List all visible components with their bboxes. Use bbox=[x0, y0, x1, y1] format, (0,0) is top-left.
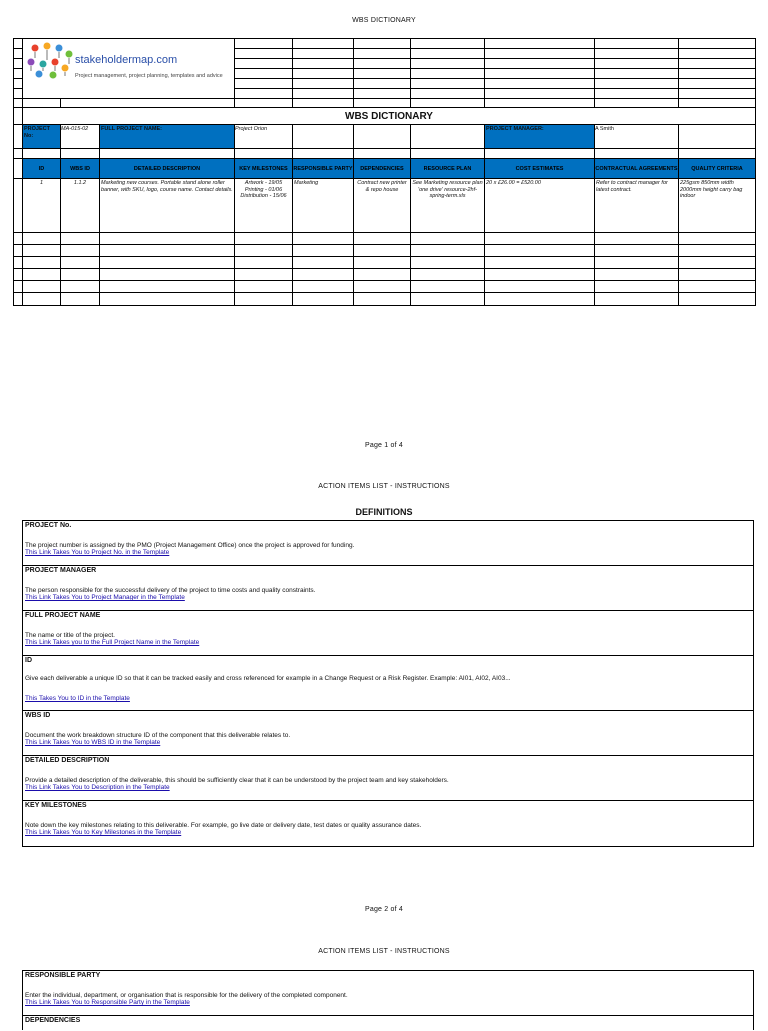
page2-footer: Page 2 of 4 bbox=[364, 906, 403, 913]
template-link-full-project-name[interactable]: This Link Takes you to the Full Project Name in the Template bbox=[25, 639, 200, 646]
row-party: Marketing bbox=[294, 180, 319, 186]
definition-heading: PROJECT MANAGER bbox=[25, 567, 97, 574]
definition-text: The project number is assigned by the PMO (Project Management Office) once the project is approved for funding. bbox=[25, 542, 355, 549]
col-header-wbs-id: WBS ID bbox=[70, 165, 90, 172]
definition-heading: RESPONSIBLE PARTY bbox=[25, 972, 101, 979]
row-cost: 20 x £26.00 = £520.00 bbox=[486, 180, 541, 186]
definition-text: Enter the individual, department, or organisation that is responsible for the delivery of the completed component. bbox=[25, 992, 348, 999]
row-contract: Refer to contract manager for latest contract. bbox=[596, 180, 668, 193]
row-description: Marketing new courses. Portable stand alone roller banner, with SKU, logo, course name. Contact details. bbox=[101, 180, 233, 193]
definition-text: Give each deliverable a unique ID so that it can be tracked easily and cross referenced for example in a Change Request or a Risk Register. Example: AI01, AI02, AI03... bbox=[25, 675, 511, 682]
row-dependencies: Contract new printer & repo house bbox=[357, 180, 407, 193]
col-header-description: DETAILED DESCRIPTION bbox=[133, 165, 201, 172]
definition-responsible-party bbox=[23, 971, 753, 1016]
col-header-milestones: KEY MILESTONES bbox=[239, 165, 288, 172]
template-link-description[interactable]: This Link Takes You to Description in the Template bbox=[25, 784, 170, 791]
definitions-table-continued bbox=[22, 970, 754, 1030]
col-header-dependencies: DEPENDENCIES bbox=[360, 165, 404, 172]
definition-id bbox=[23, 656, 753, 711]
col-header-id: ID bbox=[38, 165, 45, 172]
definition-wbs-id bbox=[23, 711, 753, 756]
manager-label: PROJECT MANAGER: bbox=[486, 126, 544, 132]
definition-project-no bbox=[23, 521, 753, 566]
definition-heading: PROJECT No. bbox=[25, 522, 72, 529]
row-milestones: Artwork - 19/05 Printing - 01/06 Distribution - 15/06 bbox=[240, 180, 287, 199]
template-link-key-milestones[interactable]: This Link Takes You to Key Milestones in the Template bbox=[25, 829, 182, 836]
wbs-sheet bbox=[13, 38, 756, 306]
template-link-wbs-id[interactable]: This Link Takes You to WBS ID in the Template bbox=[25, 739, 161, 746]
col-header-cost: COST ESTIMATES bbox=[515, 165, 564, 172]
definition-heading: FULL PROJECT NAME bbox=[25, 612, 101, 619]
stakeholder-logo-icon bbox=[25, 42, 77, 80]
logo-tagline: Project management, project planning, templates and advice bbox=[75, 73, 223, 79]
col-header-quality: QUALITY CRITERIA bbox=[691, 165, 743, 172]
definition-heading: DEPENDENCIES bbox=[25, 1017, 81, 1024]
col-header-party: RESPONSIBLE PARTY bbox=[293, 165, 353, 172]
definition-detailed-description bbox=[23, 756, 753, 801]
row-quality: 225gsm 850mm width 2000mm height carry bag indoor bbox=[680, 180, 743, 199]
page1-header-title: WBS DICTIONARY bbox=[352, 17, 416, 24]
definition-heading: DETAILED DESCRIPTION bbox=[25, 757, 110, 764]
template-link-responsible-party[interactable]: This Link Takes You to Responsible Party in the Template bbox=[25, 999, 190, 1006]
row-resource-plan: See Marketing resource plan 'one drive' resource-2hf-spring-term.xls bbox=[412, 180, 483, 199]
definition-text: Provide a detailed description of the deliverable, this should be sufficiently clear that it can be understood by the project team and key stakeholders. bbox=[25, 777, 449, 784]
definitions-title: DEFINITIONS bbox=[355, 507, 413, 517]
col-header-resource-plan: RESOURCE PLAN bbox=[423, 165, 472, 172]
row-wbs-id: 1.1.2 bbox=[73, 180, 87, 186]
definition-text: The name or title of the project. bbox=[25, 632, 115, 639]
full-name-value: Project Orion bbox=[235, 126, 268, 132]
definition-text: Document the work breakdown structure ID of the component that this deliverable relates to. bbox=[25, 732, 291, 739]
manager-value: A Smith bbox=[595, 126, 614, 132]
col-header-contract: CONTRACTUAL AGREEMENTS bbox=[595, 165, 678, 172]
sheet-title: WBS DICTIONARY bbox=[345, 110, 433, 122]
project-no-label: PROJECT No: bbox=[24, 126, 50, 139]
project-no-value: MA-015-02 bbox=[61, 126, 89, 132]
definition-heading: KEY MILESTONES bbox=[25, 802, 87, 809]
definition-text: The person responsible for the successful delivery of the project to time costs and quality constraints. bbox=[25, 587, 316, 594]
template-link-id[interactable]: This Takes You to ID in the Template bbox=[25, 695, 130, 702]
page2-header-title: ACTION ITEMS LIST - INSTRUCTIONS bbox=[318, 483, 450, 490]
template-link-project-manager[interactable]: This Link Takes You to Project Manager in the Template bbox=[25, 594, 185, 601]
page1-footer: Page 1 of 4 bbox=[364, 442, 403, 449]
logo-site-name: stakeholdermap.com bbox=[75, 54, 178, 66]
definition-heading: WBS ID bbox=[25, 712, 51, 719]
definition-project-manager bbox=[23, 566, 753, 611]
definition-heading: ID bbox=[25, 657, 32, 664]
definition-full-project-name bbox=[23, 611, 753, 656]
definitions-table bbox=[22, 520, 754, 847]
row-id: 1 bbox=[39, 180, 44, 186]
definition-text: Note down the key milestones relating to this deliverable. For example, go live date or delivery date, test dates or quality assurance dates. bbox=[25, 822, 422, 829]
full-name-label: FULL PROJECT NAME: bbox=[101, 126, 163, 132]
template-link-project-no[interactable]: This Link Takes You to Project No. in the Template bbox=[25, 549, 170, 556]
page3-header-title: ACTION ITEMS LIST - INSTRUCTIONS bbox=[318, 948, 450, 955]
definition-key-milestones bbox=[23, 801, 753, 846]
